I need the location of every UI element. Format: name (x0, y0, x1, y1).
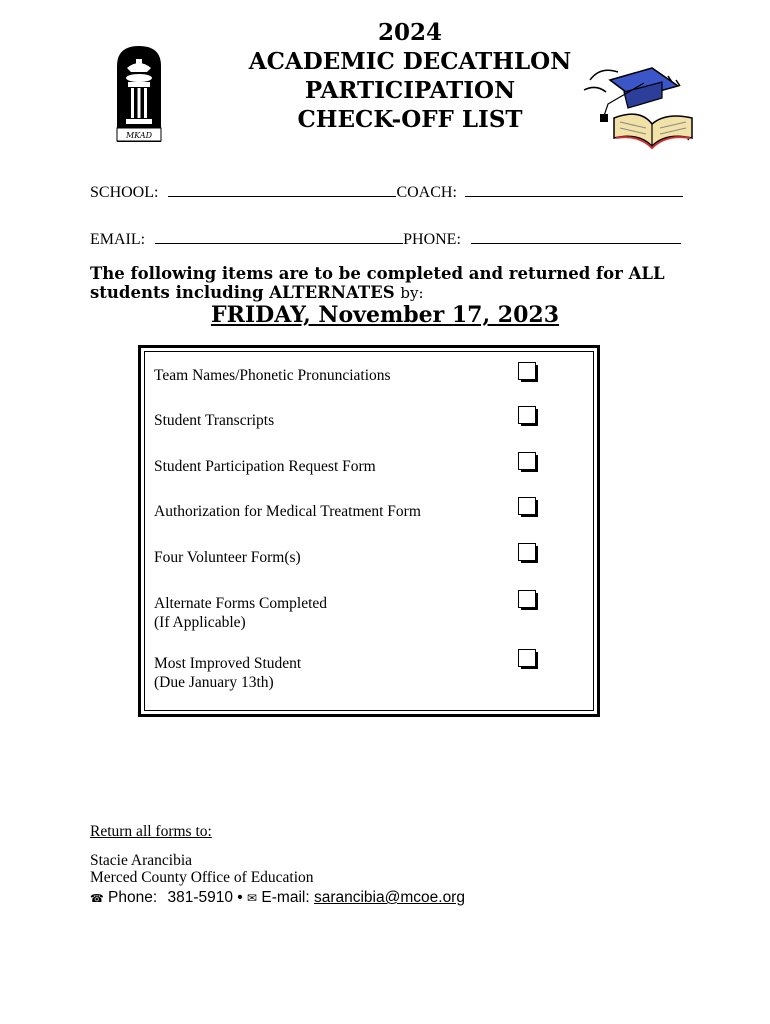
checklist-item: Four Volunteer Form(s) (154, 549, 301, 566)
contact-organization: Merced County Office of Education (90, 869, 314, 886)
return-forms-label: Return all forms to: (90, 823, 212, 840)
phone-label: PHONE: (403, 231, 461, 248)
checkbox-most-improved[interactable] (518, 649, 536, 667)
checklist-item: Most Improved Student (Due January 13th) (154, 655, 302, 691)
checkbox-transcripts[interactable] (518, 406, 536, 424)
email-icon: ✉ (247, 891, 258, 905)
school-label: SCHOOL: (90, 184, 159, 201)
checkbox-volunteer-forms[interactable] (518, 543, 536, 561)
checkbox-team-names[interactable] (518, 362, 536, 380)
phone-input[interactable] (471, 229, 681, 244)
instructions-by: by: (400, 284, 424, 302)
checklist-item: Student Participation Request Form (154, 458, 376, 475)
title-line-1: ACADEMIC DECATHLON (248, 48, 572, 75)
title-year: 2024 (377, 19, 442, 46)
email-input[interactable] (155, 229, 403, 244)
checklist-item: Student Transcripts (154, 412, 275, 429)
checkbox-medical-authorization[interactable] (518, 497, 536, 515)
page-title (230, 18, 590, 134)
contact-name: Stacie Arancibia (90, 852, 192, 869)
school-coach-row (90, 182, 683, 202)
checklist-item: Alternate Forms Completed (If Applicable) (154, 595, 328, 631)
coach-input[interactable] (465, 182, 683, 197)
contact-details (90, 889, 465, 907)
academic-decathlon-logo (114, 44, 164, 144)
deadline-date: FRIDAY, November 17, 2023 (210, 302, 560, 328)
coach-label: COACH: (396, 184, 457, 201)
instructions-text (90, 264, 690, 303)
email-label-footer: E-mail: (261, 889, 310, 906)
logo-text: MKAD (125, 131, 153, 140)
checklist-item: Team Names/Phonetic Pronunciations (154, 367, 391, 384)
instructions-main: The following items are to be completed and returned for ALL students including ALTERNATES (90, 264, 665, 302)
separator-bullet: • (237, 889, 243, 906)
title-line-3: CHECK-OFF LIST (297, 106, 523, 133)
email-link[interactable]: sarancibia@mcoe.org (313, 889, 465, 906)
title-line-2: PARTICIPATION (304, 77, 516, 104)
email-label: EMAIL: (90, 231, 146, 248)
phone-label-footer: Phone: (108, 889, 158, 906)
email-phone-row (90, 229, 681, 249)
checkbox-participation-request[interactable] (518, 452, 536, 470)
checklist-item: Authorization for Medical Treatment Form (154, 503, 421, 520)
phone-number: 381-5910 (167, 889, 233, 906)
phone-icon: ☎ (90, 893, 104, 905)
school-input[interactable] (168, 182, 396, 197)
graduation-cap-books-icon (580, 58, 702, 150)
checkbox-alternate-forms[interactable] (518, 590, 536, 608)
